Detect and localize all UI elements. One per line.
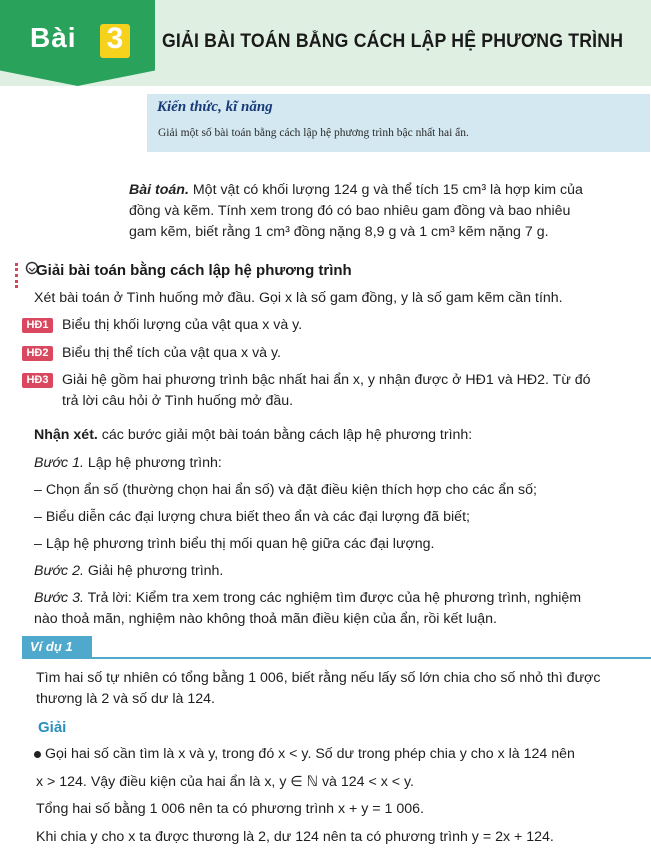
- step1-text: Lập hệ phương trình:: [83, 455, 222, 471]
- remark-label: Nhận xét.: [34, 427, 98, 443]
- example-divider: [22, 657, 651, 659]
- step2-text: Giải hệ phương trình.: [83, 563, 224, 579]
- knowledge-heading: Kiến thức, kĩ năng: [157, 99, 273, 115]
- lesson-number: 3: [106, 22, 124, 55]
- example-tab-label: Ví dụ 1: [30, 639, 73, 654]
- step1-label: Bước 1.: [34, 455, 84, 471]
- hd1-badge: HĐ1: [22, 318, 53, 333]
- problem-line-1: Một vật có khối lượng 124 g và thể tích 15 cm³ là hợp kim của: [188, 182, 583, 198]
- lesson-tab: [0, 0, 155, 86]
- step2-line: [34, 561, 223, 581]
- step3-text-1: Trả lời: Kiểm tra xem trong các nghiệm tìm được của hệ phương trình, nghiệm: [83, 590, 582, 606]
- step2-label: Bước 2.: [34, 563, 84, 579]
- hd3-text-line-1: Giải hệ gồm hai phương trình bậc nhất hai ẩn x, y nhận được ở HĐ1 và HĐ2. Từ đó: [62, 372, 591, 388]
- solution-text-1: Gọi hai số cần tìm là x và y, trong đó x < y. Số dư trong phép chia y cho x là 124 nên: [45, 746, 575, 762]
- hd2-badge: HĐ2: [22, 346, 53, 361]
- solution-line-4: Khi chia y cho x ta được thương là 2, dư 124 nên ta có phương trình y = 2x + 124.: [36, 829, 554, 845]
- problem-statement: [129, 180, 634, 243]
- section-title: Giải bài toán bằng cách lập hệ phương trình: [36, 262, 352, 279]
- knowledge-text: Giải một số bài toán bằng cách lập hệ phương trình bậc nhất hai ẩn.: [158, 127, 469, 139]
- section-intro: Xét bài toán ở Tình huống mở đầu. Gọi x là số gam đồng, y là số gam kẽm cần tính.: [34, 290, 563, 306]
- example-line-2: thương là 2 và số dư là 124.: [36, 691, 215, 707]
- solution-line-2: x > 124. Vậy điều kiện của hai ẩn là x, y ∈ ℕ và 124 < x < y.: [36, 774, 414, 790]
- solution-line-1: [34, 744, 575, 764]
- problem-label: Bài toán.: [129, 182, 189, 198]
- step3-line-2: nào thoả mãn, nghiệm nào không thoả mãn điều kiện của ẩn, rồi kết luận.: [34, 611, 497, 627]
- remark-text: các bước giải một bài toán bằng cách lập hệ phương trình:: [97, 427, 473, 443]
- dash-item-2: – Biểu diễn các đại lượng chưa biết theo ẩn và các đại lượng đã biết;: [34, 509, 470, 525]
- remark-line: [34, 425, 472, 445]
- dash-item-3: – Lập hệ phương trình biểu thị mối quan hệ giữa các đại lượng.: [34, 536, 435, 552]
- solution-heading: Giải: [38, 719, 67, 736]
- section-dots: [15, 263, 22, 288]
- problem-line-3: gam kẽm, biết rằng 1 cm³ đồng nặng 8,9 g và 1 cm³ kẽm nặng 7 g.: [129, 224, 549, 240]
- bullet-icon: [34, 751, 41, 758]
- hd3-badge: HĐ3: [22, 373, 53, 388]
- lesson-title: GIẢI BÀI TOÁN BẰNG CÁCH LẬP HỆ PHƯƠNG TRÌNH: [162, 31, 624, 52]
- step1-line: [34, 453, 222, 473]
- step3-label: Bước 3.: [34, 590, 84, 606]
- dash-item-1: – Chọn ẩn số (thường chọn hai ẩn số) và đặt điều kiện thích hợp cho các ẩn số;: [34, 482, 537, 498]
- problem-line-2: đồng và kẽm. Tính xem trong đó có bao nhiêu gam đồng và bao nhiêu: [129, 203, 571, 219]
- lesson-word: Bài: [30, 22, 77, 53]
- hd3-text-line-2: trả lời câu hỏi ở Tình huống mở đầu.: [62, 393, 294, 409]
- step3-line-1: [34, 588, 581, 608]
- solution-line-3: Tổng hai số bằng 1 006 nên ta có phương trình x + y = 1 006.: [36, 801, 424, 817]
- hd1-text: Biểu thị khối lượng của vật qua x và y.: [62, 317, 303, 333]
- example-line-1: Tìm hai số tự nhiên có tổng bằng 1 006, biết rằng nếu lấy số lớn chia cho số nhỏ thì được: [36, 670, 601, 686]
- hd2-text: Biểu thị thể tích của vật qua x và y.: [62, 345, 281, 361]
